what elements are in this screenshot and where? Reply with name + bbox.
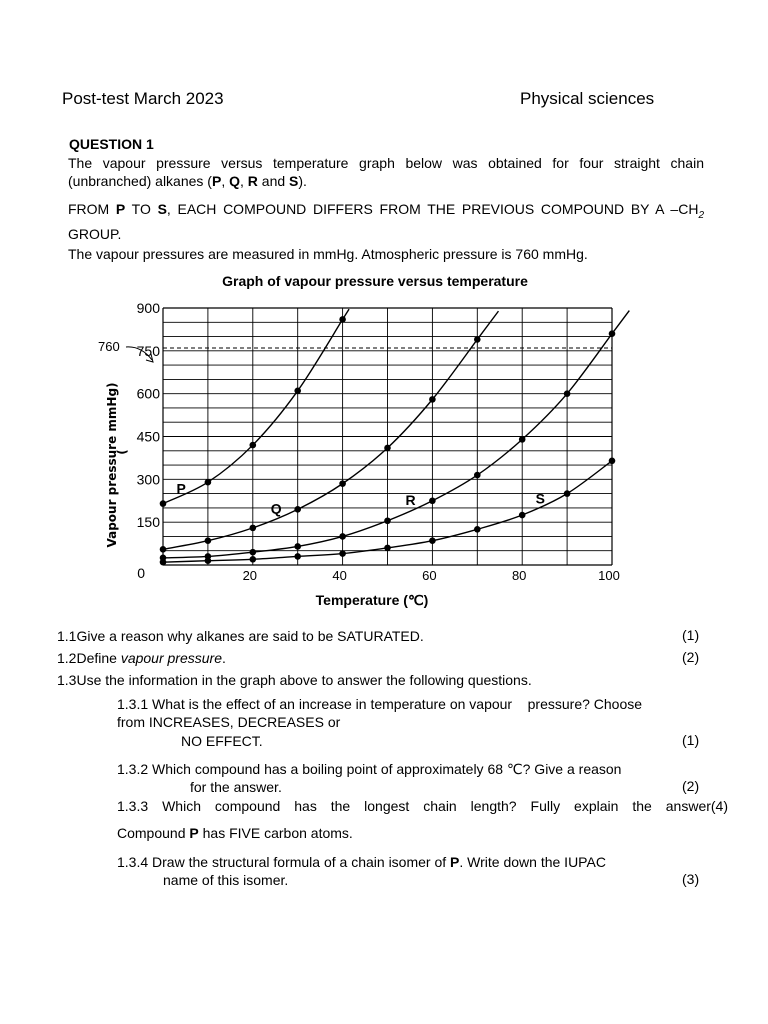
question-1-3-2-marks: (2) [682, 778, 700, 794]
chart-title: Graph of vapour pressure versus temperature [222, 273, 528, 289]
data-point-r [564, 390, 571, 397]
question-1-3-4-marks: (3) [682, 871, 700, 887]
x-tick-label: 40 [332, 568, 347, 583]
y-tick-label: 150 [136, 514, 160, 531]
series-labels [176, 481, 545, 517]
header-right-text: Physical sciences [520, 89, 655, 108]
data-point-p [339, 316, 346, 323]
question-1-3-2-line1: 1.3.2 Which compound has a boiling point of approximately 68 ℃? Give a reason [117, 761, 622, 777]
data-point-q [384, 445, 391, 452]
data-point-p [205, 479, 212, 486]
series-line-p [163, 309, 349, 503]
data-point-s [429, 537, 436, 544]
data-point-q [250, 525, 257, 532]
y-tick-label: 300 [136, 471, 160, 488]
x-tick-label: 20 [242, 568, 258, 583]
data-point-r [474, 472, 481, 479]
question-1-1-marks: (1) [682, 627, 700, 643]
series-label-s: S [535, 490, 546, 507]
data-point-s [609, 457, 616, 464]
data-point-r [250, 549, 257, 556]
question-1-3-3: 1.3.3 Which compound has the longest chain length? Fully explain the answer(4) [117, 798, 728, 814]
data-point-q [429, 396, 436, 403]
y-axis-label: Vapour pressure mmHg) [105, 382, 119, 548]
data-point-r [339, 533, 346, 540]
question-1-3-1-line1: 1.3.1 What is the effect of an increase in temperature on vapour pressure? Choose [117, 696, 643, 712]
data-point-r [609, 330, 616, 337]
question-1-3-4-line2: name of this isomer. [163, 872, 289, 888]
data-point-p [250, 442, 257, 449]
question-1-3-4-line1: 1.3.4 Draw the structural formula of a chain isomer of P. Write down the IUPAC [117, 854, 606, 870]
data-point-r [294, 543, 301, 550]
series-line-q [163, 311, 498, 549]
data-point-q [339, 480, 346, 487]
x-tick-label: 100 [598, 568, 620, 583]
data-point-q [160, 546, 167, 553]
y-tick-label: 600 [136, 385, 160, 402]
reference-line-label: 760 [98, 338, 120, 354]
header-left-text: Post-test March 2023 [62, 89, 224, 108]
data-point-r [384, 517, 391, 524]
data-point-s [384, 545, 391, 552]
data-point-p [294, 388, 301, 395]
data-point-r [429, 497, 436, 504]
data-point-r [519, 436, 526, 443]
data-point-s [294, 553, 301, 560]
x-tick-label: 80 [511, 568, 527, 583]
data-point-q [205, 537, 212, 544]
question-1-3-2-line2: for the answer. [190, 779, 282, 795]
data-point-s [160, 559, 167, 566]
chart-grid [163, 308, 612, 565]
intro-paragraph: The vapour pressure versus temperature graph below was obtained for four straight chain (unbranched) alkanes (P, Q, R and S). [68, 155, 704, 189]
y-axis-label-paren: ( [115, 449, 129, 455]
data-point-q [294, 506, 301, 513]
data-point-s [519, 512, 526, 519]
series-label-p: P [176, 480, 186, 497]
question-title: QUESTION 1 [69, 136, 154, 152]
data-point-s [474, 526, 481, 533]
y-tick-label: 450 [136, 428, 160, 445]
question-1-3-1-marks: (1) [682, 732, 700, 748]
compound-note: Compound P has FIVE carbon atoms. [117, 825, 353, 841]
x-tick-label: 60 [422, 568, 437, 583]
question-1-3-1-line3: NO EFFECT. [181, 733, 263, 749]
data-point-s [250, 556, 257, 563]
y-tick-label: 0 [137, 565, 145, 581]
series-label-q: Q [270, 500, 282, 517]
differs-paragraph: FROM P TO S, EACH COMPOUND DIFFERS FROM THE PREVIOUS COMPOUND BY A $-CH_2$ GROUP. [68, 201, 704, 242]
units-paragraph: The vapour pressures are measured in mmHg. Atmospheric pressure is 760 mmHg. [68, 246, 588, 262]
data-point-s [339, 550, 346, 557]
data-point-s [564, 490, 571, 497]
data-point-p [160, 500, 167, 507]
y-tick-label: 750 [136, 342, 160, 359]
question-1-3-1-line2: from INCREASES, DECREASES or [117, 714, 341, 730]
series-label-r: R [405, 492, 416, 509]
question-1-3: 1.3Use the information in the graph above to answer the following questions. [57, 672, 532, 688]
y-tick-label: 900 [136, 300, 160, 316]
data-point-s [205, 557, 212, 564]
question-1-2: 1.2Define vapour pressure. [57, 650, 226, 666]
question-1-1: 1.1Give a reason why alkanes are said to be SATURATED. [57, 628, 424, 644]
x-axis-label: Temperature (℃) [315, 592, 429, 608]
data-point-q [474, 336, 481, 343]
question-1-2-marks: (2) [682, 649, 700, 665]
chart-curves [163, 309, 629, 562]
